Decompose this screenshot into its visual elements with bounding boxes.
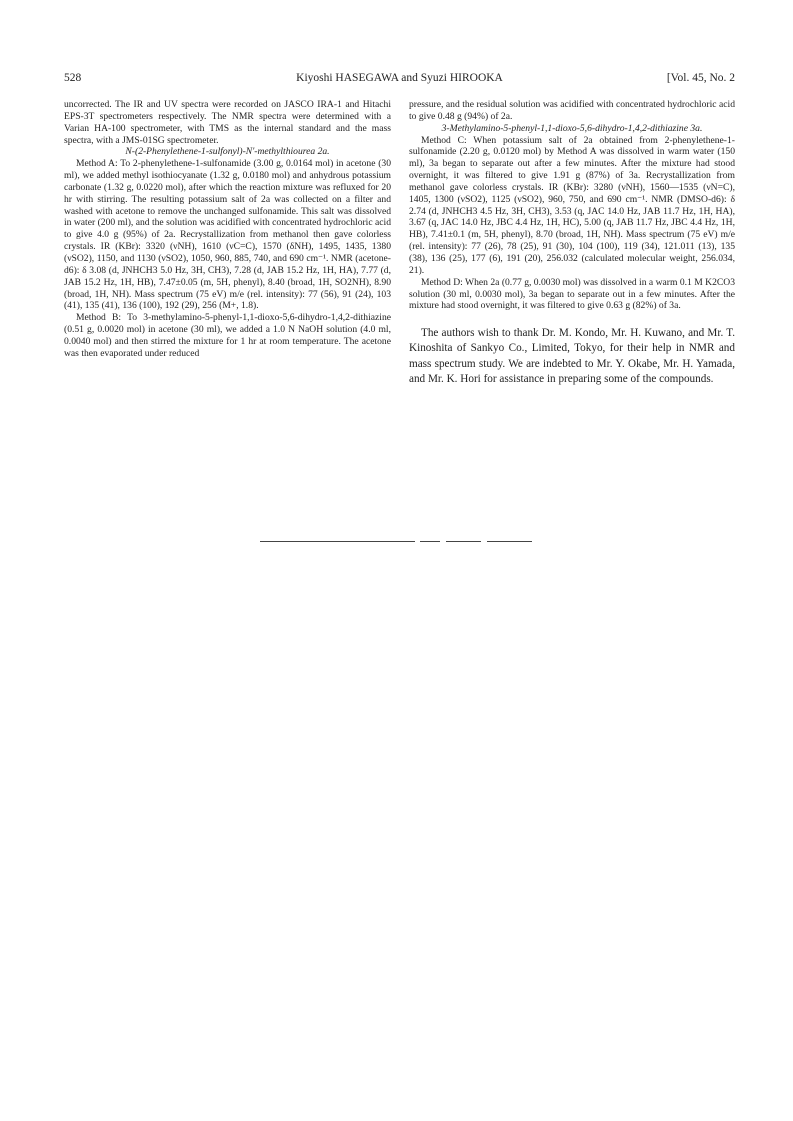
volume-info: [Vol. 45, No. 2	[666, 72, 735, 84]
end-rule-long	[260, 541, 415, 542]
paragraph-method-d: Method D: When 2a (0.77 g, 0.0030 mol) was dissolved in a warm 0.1 M K2CO3 solution (30 ml, 0.0030 mol), 3a began to separate out in a few minutes. After the mixture had stood overnight, it was filtered to give 0.63 g (82%) of 3a.	[409, 276, 735, 312]
paragraph-method-c: Method C: When potassium salt of 2a obtained from 2-phenylethene-1-sulfonamide (2.20 g, 0.0120 mol) by Method A was dissolved in warm water (150 ml), 3a began to separate out after a few minutes. After the mixture had stood overnight, it was filtered to give 1.91 g (87%) of 3a. Recrystallization from methanol gave colorless crystals. IR (KBr): 3280 (νNH), 1560—1535 (νN=C), 1405, 1300 (νSO2), 1125 (νSO2), 960, 750, and 690 cm⁻¹. NMR (DMSO-d6): δ 2.74 (d, JNHCH3 4.5 Hz, 3H, CH3), 3.53 (q, JAC 14.0 Hz, JAB 11.7 Hz, 1H, HA), 3.67 (q, JAC 14.0 Hz, JBC 4.4 Hz, 1H, HC), 5.00 (q, JAB 11.7 Hz, JBC 4.4 Hz, 1H, HB), 7.41±0.1 (m, 5H, phenyl), 8.70 (broad, 1H, NH). Mass spectrum (75 eV) m/e (rel. intensity): 77 (26), 78 (25), 91 (30), 104 (100), 119 (34), 121.011 (13), 135 (38), 136 (25), 177 (6), 191 (20), 256.032 (calculated molecular weight, 256.034, 21).	[409, 134, 735, 276]
page-number: 528	[64, 72, 82, 84]
end-rule-short-1	[420, 541, 440, 542]
right-column	[409, 99, 735, 387]
end-rule-short-3	[487, 541, 532, 542]
compound-heading-3a: 3-Methylamino-5-phenyl-1,1-dioxo-5,6-dihydro-1,4,2-dithiazine 3a.	[441, 122, 703, 134]
paragraph-method-a: Method A: To 2-phenylethene-1-sulfonamide (3.00 g, 0.0164 mol) in acetone (30 ml), we added methyl isothiocyanate (1.32 g, 0.0180 mol) and anhydrous potassium carbonate (1.32 g, 0.0220 mol), after which the reaction mixture was refluxed for 20 hr with stirring. The resulting potassium salt of 2a was collected on a filter and washed with acetone to remove the unchanged sulfonamide. This salt was dissolved in water (200 ml), and the solution was acidified with concentrated hydrochloric acid to give 4.0 g (95%) of 2a. Recrystallization from methanol then gave colorless crystals. IR (KBr): 3320 (νNH), 1610 (νC=C), 1570 (δNH), 1495, 1435, 1380 (νSO2), 1150, and 1130 (νSO2), 1050, 960, 885, 740, and 690 cm⁻¹. NMR (acetone-d6): δ 3.08 (d, JNHCH3 5.0 Hz, 3H, CH3), 7.28 (d, JAB 15.2 Hz, 1H, HA), 7.77 (d, JAB 15.2 Hz, 1H, HB), 7.47±0.05 (m, 5H, phenyl), 8.40 (broad, 1H, SO2NH), 8.90 (broad, 1H, NH). Mass spectrum (75 eV) m/e (rel. intensity): 77 (56), 91 (24), 103 (41), 135 (41), 136 (100), 192 (29), 256 (M+, 1.8).	[64, 158, 391, 312]
running-head-authors: Kiyoshi HASEGAWA and Syuzi HIROOKA	[296, 72, 503, 84]
paragraph-method-b: Method B: To 3-methylamino-5-phenyl-1,1-dioxo-5,6-dihydro-1,4,2-dithiazine (0.51 g, 0.0020 mol) in acetone (30 ml), we added a 1.0 N NaOH solution (4.0 ml, 0.0040 mol) and then stirred the mixture for 1 hr at room temperature. The acetone was then evaporated under reduced	[64, 312, 391, 359]
compound-heading-2a: N-(2-Phenylethene-1-sulfonyl)-N'-methylthiourea 2a.	[125, 146, 330, 158]
end-rule-short-2	[446, 541, 481, 542]
acknowledgment: The authors wish to thank Dr. M. Kondo, Mr. H. Kuwano, and Mr. T. Kinoshita of Sankyo Co., Limited, Tokyo, for their help in NMR and mass spectrum study. We are indebted to Mr. Y. Okabe, Mr. H. Yamada, and Mr. K. Hori for assistance in preparing some of the compounds.	[409, 327, 735, 386]
page-header	[64, 72, 735, 88]
left-column	[64, 99, 391, 360]
paragraph-instruments: uncorrected. The IR and UV spectra were recorded on JASCO IRA-1 and Hitachi EPS-3T spectrometers respectively. The NMR spectra were determined with a Varian HA-100 spectrometer, with TMS as the internal standard and the mass spectra, with a JMS-01SG spectrometer.	[64, 99, 391, 146]
paragraph-method-b-cont: pressure, and the residual solution was acidified with concentrated hydrochloric acid to give 0.48 g (94%) of 2a.	[409, 99, 735, 122]
